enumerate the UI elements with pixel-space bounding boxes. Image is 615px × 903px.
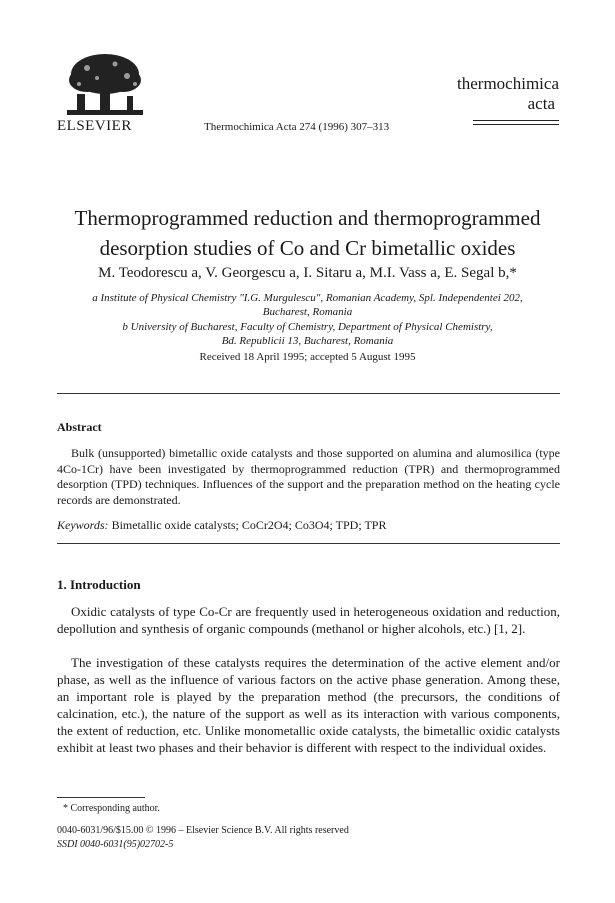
keywords-label: Keywords: xyxy=(57,518,109,532)
keywords-list: Bimetallic oxide catalysts; CoCr2O4; Co3O4; TPD; TPR xyxy=(111,518,387,532)
elsevier-tree-logo xyxy=(57,50,153,120)
received-dates: Received 18 April 1995; accepted 5 August 1995 xyxy=(199,351,416,363)
introduction-heading: 1. Introduction xyxy=(57,577,141,592)
affiliation-a xyxy=(30,291,585,319)
journal-citation: Thermochimica Acta 274 (1996) 307–313 xyxy=(204,121,390,133)
affiliation-b xyxy=(30,320,585,348)
abstract-text: Bulk (unsupported) bimetallic oxide catalysts and those supported on alumina and alumosilica (type 4Co-1Cr) have been investigated by thermoprogrammed reduction (TPR) and thermoprogrammed desorption (TPD) techniques. Influences of the support and the preparation method on the heating cycle records are demonstrated. xyxy=(57,446,560,507)
journal-rule xyxy=(473,120,559,121)
keywords xyxy=(57,518,560,533)
affiliation-a-line2: Bucharest, Romania xyxy=(262,306,353,318)
abstract-heading: Abstract xyxy=(57,420,102,434)
affiliation-b-line2: Bd. Republicii 13, Bucharest, Romania xyxy=(221,335,394,347)
introduction-paragraph: Oxidic catalysts of type Co-Cr are frequently used in heterogeneous oxidation and reduction, depollution and synthesis of organic compounds (methanol or higher alcohols, etc.) [1, 2]. xyxy=(57,604,560,636)
article-authors: M. Teodorescu a, V. Georgescu a, I. Sitaru a, M.I. Vass a, E. Segal b,* xyxy=(98,265,517,281)
article-title-line2: desorption studies of Co and Cr bimetallic oxides xyxy=(99,236,516,260)
footnote-rule xyxy=(57,797,145,798)
affiliation-a-line1: a Institute of Physical Chemistry "I.G. Murgulescu", Romanian Academy, Spl. Independentei 202, xyxy=(92,292,523,304)
journal-name xyxy=(439,74,559,114)
divider xyxy=(57,543,560,544)
journal-name-line2: acta xyxy=(527,94,555,113)
introduction-paragraph: The investigation of these catalysts requires the determination of the active element and/or phase, as well as the influence of various factors on the active phase generation. Among these, an important role is played by the preparation method (the precursors, the conditions of calcination, etc.), the nature of the support as well as its interaction with various components, the extent of reduction, etc. Unlike monometallic oxide catalysts, the bimetallic oxidic catalysts exhibit at least two phases and their behavior is different with respect to the individual oxides. xyxy=(57,655,560,755)
imprint-line: 0040-6031/96/$15.00 © 1996 – Elsevier Science B.V. All rights reserved xyxy=(57,825,349,836)
divider xyxy=(57,393,560,394)
affiliation-b-line1: b University of Bucharest, Faculty of Chemistry, Department of Physical Chemistry, xyxy=(122,321,493,333)
publisher-name: ELSEVIER xyxy=(57,118,132,134)
footnote: * Corresponding author. xyxy=(63,803,160,814)
imprint-line: SSDI 0040-6031(95)02702-5 xyxy=(57,839,174,850)
journal-rule xyxy=(473,124,559,125)
article-title-line1: Thermoprogrammed reduction and thermoprogrammed xyxy=(74,206,541,230)
journal-name-line1: thermochimica xyxy=(457,74,559,93)
article-title xyxy=(30,203,585,263)
